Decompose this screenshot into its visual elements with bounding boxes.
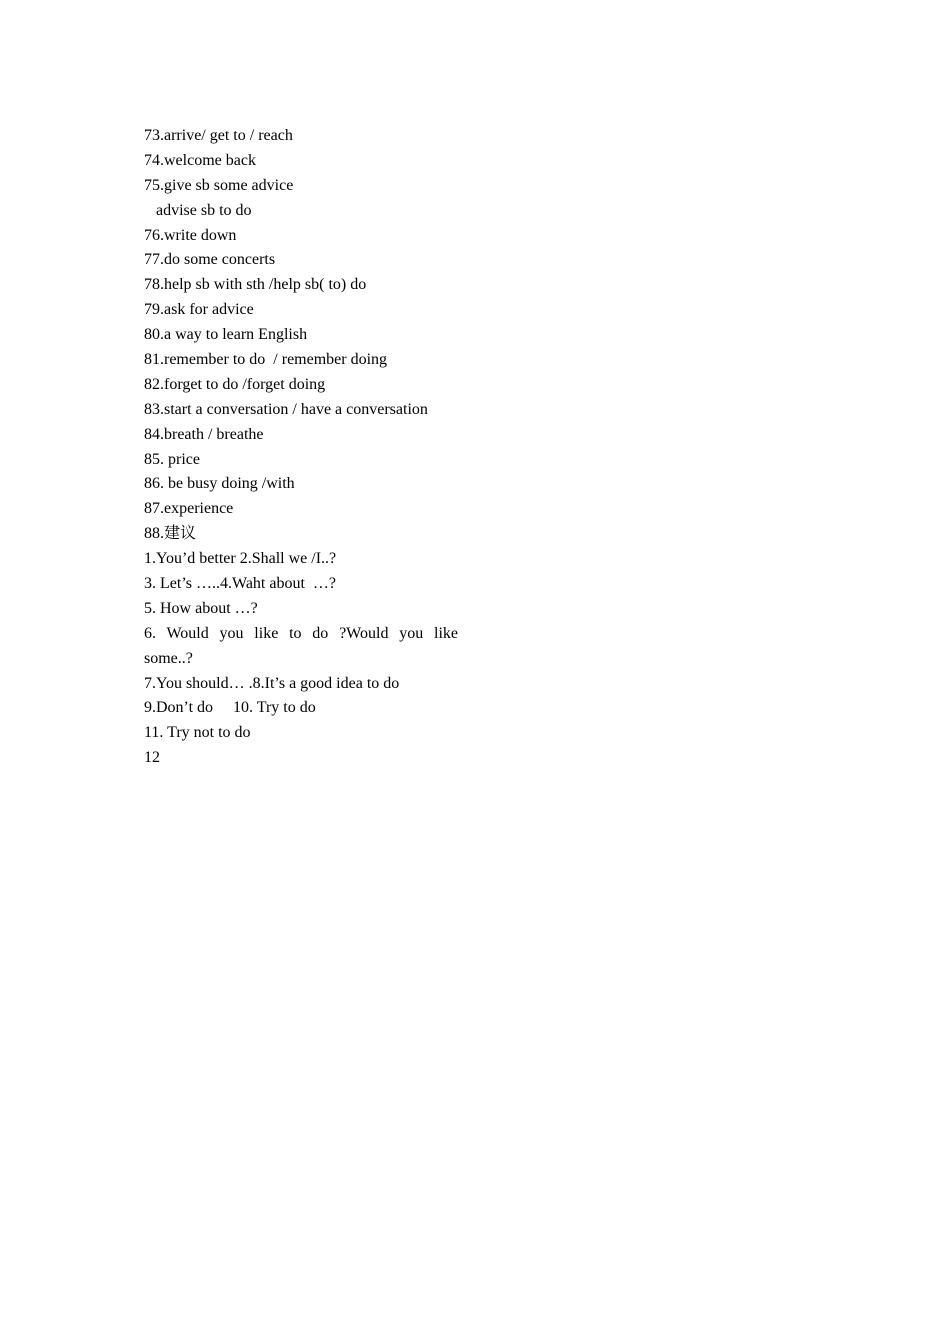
document-body: [144, 124, 458, 771]
text-line: 5. How about …?: [144, 599, 258, 617]
text-line: 74.welcome back: [144, 151, 256, 169]
text-line: 79.ask for advice: [144, 301, 254, 319]
text-line: 83.start a conversation / have a conversation: [144, 400, 428, 418]
text-line: 7.You should… .8.It’s a good idea to do: [144, 674, 400, 692]
text-line: 85. price: [144, 450, 200, 468]
text-line: 77.do some concerts: [144, 251, 276, 269]
text-line: 75.give sb some advice: [144, 176, 294, 194]
text-line: 1.You’d better 2.Shall we /I..?: [144, 550, 337, 568]
text-line: advise sb to do: [156, 201, 252, 219]
text-line: 81.remember to do / remember doing: [144, 351, 388, 369]
text-line: 82.forget to do /forget doing: [144, 375, 326, 393]
text-line: 3. Let’s …..4.Waht about …?: [144, 575, 337, 593]
text-line: 73.arrive/ get to / reach: [144, 127, 293, 144]
text-line: 87.experience: [144, 500, 234, 518]
text-line: 84.breath / breathe: [144, 425, 264, 443]
text-line: 76.write down: [144, 226, 237, 244]
text-line: some..?: [144, 649, 193, 667]
text-line: 88.建议: [144, 525, 197, 543]
text-line: 80.a way to learn English: [144, 326, 308, 344]
text-line: 12: [144, 749, 160, 767]
text-line: 78.help sb with sth /help sb( to) do: [144, 276, 367, 294]
text-line: 9.Don’t do 10. Try to do: [144, 699, 316, 717]
text-line: 11. Try not to do: [144, 724, 251, 742]
text-line: 86. be busy doing /with: [144, 475, 295, 493]
text-line: 6. Would you like to do ?Would you like: [144, 624, 458, 642]
